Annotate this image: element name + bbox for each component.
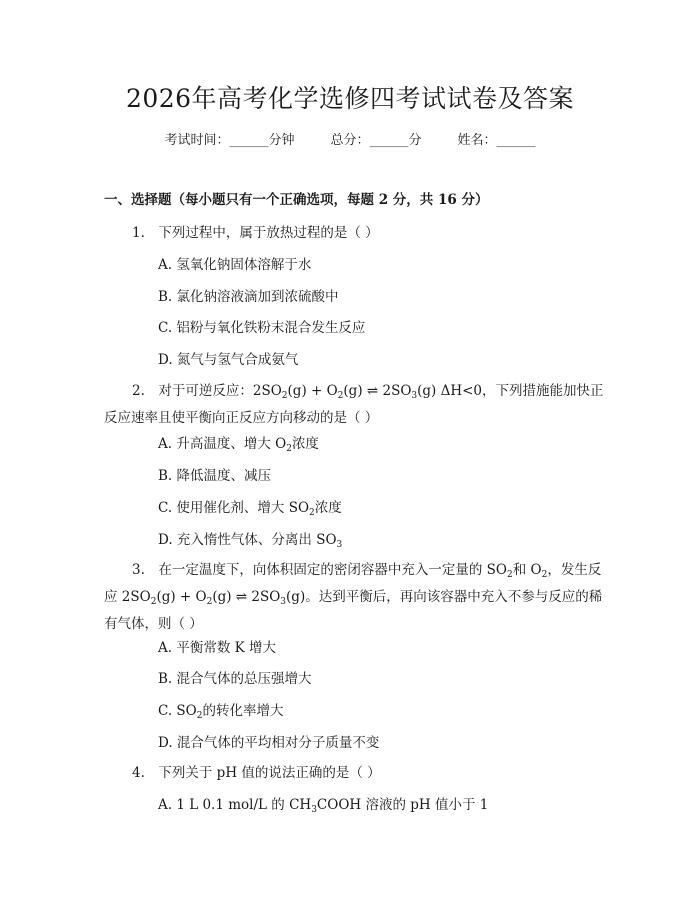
question-3-stem: 3. 在一定温度下，向体积固定的密闭容器中充入一定量的 $SO_2$和 $O_2$，发生反应 $2SO_2(g) + O_2(g)$ ⇌ $2SO_3(g)$。达到平衡后，再向该容器中充入不参与反应的稀有气体，则（ ） [104, 562, 603, 632]
section-heading: 一、选择题（每小题只有一个正确选项，每题 2 分，共 16 分） [104, 192, 489, 208]
exam-total-score: 总分：______分 [330, 133, 422, 148]
question-1-option-c: C. 铝粉与氧化铁粉末混合发生反应 [158, 320, 366, 336]
question-2-option-c: C. 使用催化剂、增大 $SO_2$浓度 [158, 500, 342, 518]
question-1-option-d: D. 氮气与氢气合成氨气 [158, 352, 299, 368]
question-4-option-a: A. 1 L 0.1 mol/L 的 $CH_3COOH$ 溶液的 pH 值小于 1 [158, 797, 489, 815]
question-2-option-b: B. 降低温度、减压 [158, 468, 272, 484]
exam-meta [0, 131, 700, 151]
question-1-option-b: B. 氯化钠溶液滴加到浓硫酸中 [158, 289, 339, 305]
question-3-option-d: D. 混合气体的平均相对分子质量不变 [158, 735, 380, 751]
question-1-stem: 1. 下列过程中，属于放热过程的是（ ） [132, 225, 379, 241]
question-2-option-a: A. 升高温度、增大 $O_2$浓度 [158, 436, 319, 454]
page-title: 2026年高考化学选修四考试试卷及答案 [125, 84, 575, 113]
question-1-option-a: A. 氢氧化钠固体溶解于水 [158, 257, 312, 273]
exam-time: 考试时间：______分钟 [164, 133, 295, 148]
question-2-option-d: D. 充入惰性气体、分离出 $SO_3$ [158, 532, 343, 550]
question-2-stem: 2. 对于可逆反应：$2SO_2(g) + O_2(g)$ ⇌ $2SO_3(g)$ ΔH<0，下列措施能加快正反应速率且使平衡向正反应方向移动的是（ ） [104, 383, 604, 426]
question-3-option-b: B. 混合气体的总压强增大 [158, 671, 312, 687]
question-4-stem: 4. 下列关于 pH 值的说法正确的是（ ） [132, 765, 381, 781]
question-3-option-c: C. $SO_2$的转化率增大 [158, 703, 284, 721]
question-3-option-a: A. 平衡常数 K 增大 [158, 640, 276, 656]
student-name: 姓名：______ [457, 133, 536, 148]
